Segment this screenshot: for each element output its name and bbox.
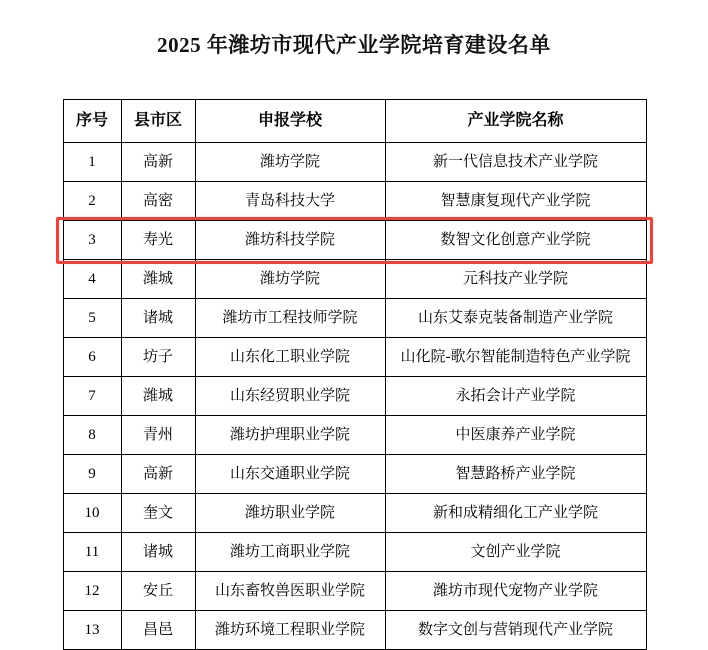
table-container	[63, 99, 646, 650]
cell-college-name: 数智文化创意产业学院	[385, 221, 646, 260]
table-row	[63, 143, 646, 182]
industry-college-table	[63, 99, 647, 650]
cell-school: 山东化工职业学院	[195, 338, 385, 377]
cell-district: 高新	[121, 143, 195, 182]
table-row	[63, 377, 646, 416]
cell-school: 山东经贸职业学院	[195, 377, 385, 416]
cell-index: 8	[63, 416, 121, 455]
cell-index: 3	[63, 221, 121, 260]
table-body	[63, 143, 646, 650]
table-row	[63, 455, 646, 494]
cell-school: 潍坊学院	[195, 143, 385, 182]
table-row	[63, 533, 646, 572]
cell-district: 潍城	[121, 377, 195, 416]
cell-index: 6	[63, 338, 121, 377]
cell-index: 10	[63, 494, 121, 533]
cell-district: 寿光	[121, 221, 195, 260]
cell-index: 11	[63, 533, 121, 572]
cell-college-name: 山化院-歌尔智能制造特色产业学院	[385, 338, 646, 377]
cell-district: 奎文	[121, 494, 195, 533]
table-row	[63, 221, 646, 260]
cell-school: 潍坊职业学院	[195, 494, 385, 533]
cell-college-name: 智慧康复现代产业学院	[385, 182, 646, 221]
cell-school: 潍坊工商职业学院	[195, 533, 385, 572]
cell-district: 昌邑	[121, 611, 195, 650]
column-header-index: 序号	[63, 100, 121, 143]
cell-school: 山东交通职业学院	[195, 455, 385, 494]
column-header-college-name: 产业学院名称	[385, 100, 646, 143]
cell-district: 诸城	[121, 299, 195, 338]
table-row	[63, 338, 646, 377]
cell-index: 1	[63, 143, 121, 182]
column-header-school: 申报学校	[195, 100, 385, 143]
cell-district: 青州	[121, 416, 195, 455]
cell-school: 青岛科技大学	[195, 182, 385, 221]
cell-district: 安丘	[121, 572, 195, 611]
cell-school: 潍坊市工程技师学院	[195, 299, 385, 338]
cell-school: 潍坊护理职业学院	[195, 416, 385, 455]
cell-index: 13	[63, 611, 121, 650]
table-row	[63, 299, 646, 338]
cell-index: 7	[63, 377, 121, 416]
cell-college-name: 元科技产业学院	[385, 260, 646, 299]
cell-district: 高新	[121, 455, 195, 494]
cell-index: 12	[63, 572, 121, 611]
table-header	[63, 100, 646, 143]
cell-school: 潍坊环境工程职业学院	[195, 611, 385, 650]
cell-district: 高密	[121, 182, 195, 221]
table-row	[63, 611, 646, 650]
cell-index: 4	[63, 260, 121, 299]
cell-district: 坊子	[121, 338, 195, 377]
cell-college-name: 文创产业学院	[385, 533, 646, 572]
table-row	[63, 416, 646, 455]
cell-school: 山东畜牧兽医职业学院	[195, 572, 385, 611]
cell-index: 9	[63, 455, 121, 494]
cell-college-name: 新和成精细化工产业学院	[385, 494, 646, 533]
cell-college-name: 山东艾泰克装备制造产业学院	[385, 299, 646, 338]
cell-school: 潍坊学院	[195, 260, 385, 299]
cell-district: 诸城	[121, 533, 195, 572]
cell-college-name: 新一代信息技术产业学院	[385, 143, 646, 182]
cell-college-name: 永拓会计产业学院	[385, 377, 646, 416]
column-header-district: 县市区	[121, 100, 195, 143]
cell-college-name: 潍坊市现代宠物产业学院	[385, 572, 646, 611]
cell-index: 2	[63, 182, 121, 221]
cell-college-name: 智慧路桥产业学院	[385, 455, 646, 494]
table-row	[63, 494, 646, 533]
cell-college-name: 数字文创与营销现代产业学院	[385, 611, 646, 650]
table-row	[63, 572, 646, 611]
cell-college-name: 中医康养产业学院	[385, 416, 646, 455]
table-header-row	[63, 100, 646, 143]
page-title: 2025 年潍坊市现代产业学院培育建设名单	[157, 33, 551, 57]
cell-district: 潍城	[121, 260, 195, 299]
cell-index: 5	[63, 299, 121, 338]
cell-school: 潍坊科技学院	[195, 221, 385, 260]
table-row	[63, 182, 646, 221]
table-row	[63, 260, 646, 299]
